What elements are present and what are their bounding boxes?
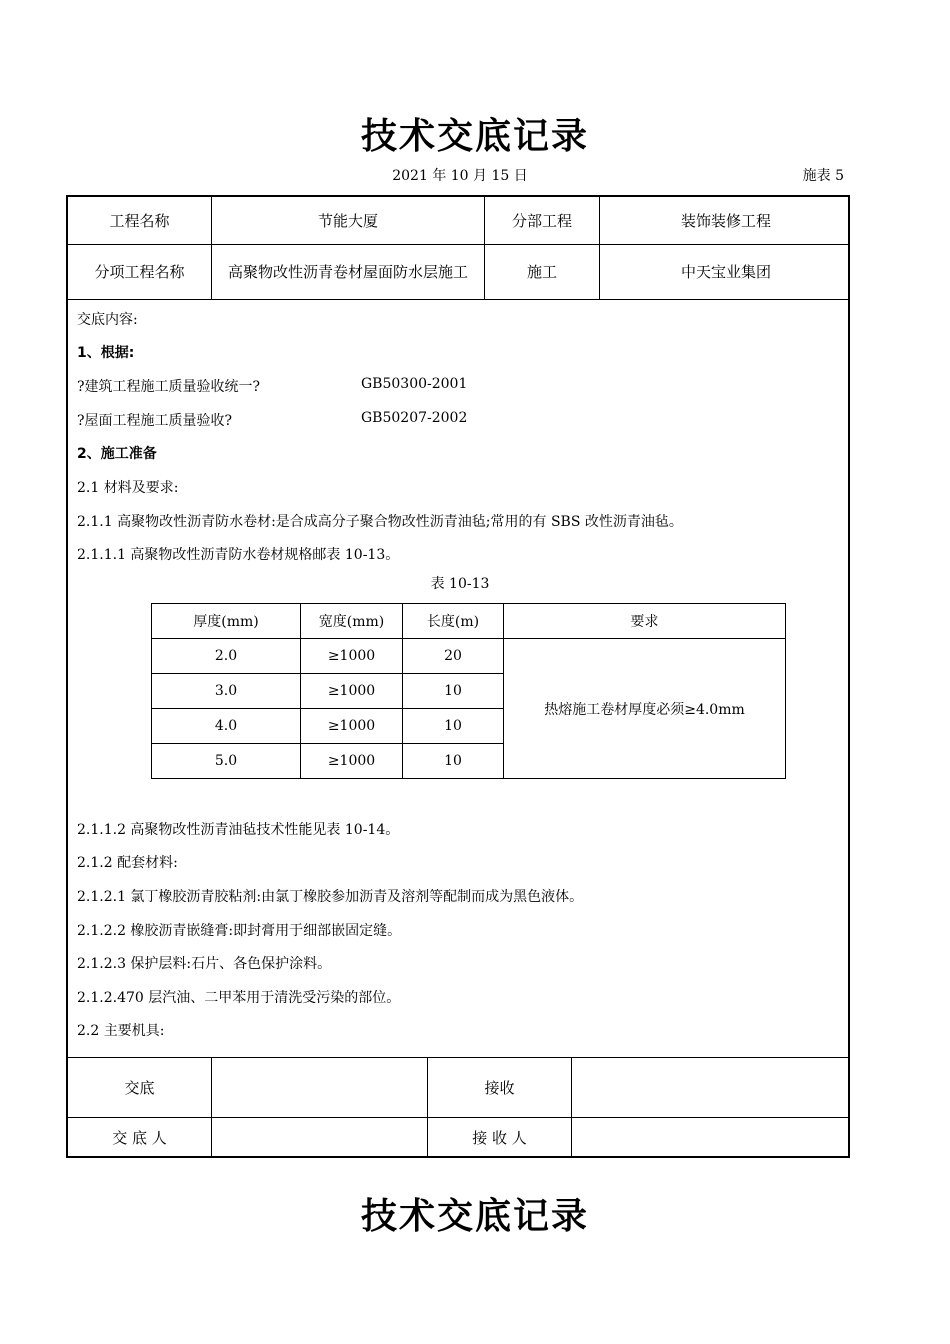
standard-2-code: GB50207-2002 [361,410,468,426]
length-cell: 10 [403,744,504,779]
spec-table [151,603,786,779]
table-caption: 表 10-13 [430,576,490,592]
header-thickness: 厚度(mm) [152,604,301,639]
line-2-1-2-2: 2.1.2.2 橡胶沥青嵌缝膏:即封膏用于细部嵌固定缝。 [77,923,402,939]
standard-1 [77,376,777,396]
record-form [66,195,850,1158]
width-cell: ≥1000 [301,674,403,709]
next-page-title: 技术交底记录 [360,1196,589,1237]
thickness-cell: 2.0 [152,639,301,674]
standard-2 [77,410,777,430]
table-header-row [152,604,786,639]
form-number: 施表 5 [802,168,844,184]
line-2-1-2: 2.1.2 配套材料: [77,855,178,871]
page-title: 技术交底记录 [360,116,589,157]
thickness-cell: 4.0 [152,709,301,744]
width-cell: ≥1000 [301,709,403,744]
receive-field[interactable] [572,1058,850,1117]
construction-value: 中天宝业集团 [680,263,771,281]
construction-label: 施工 [526,263,557,281]
section-preparation: 2、施工准备 [77,446,157,462]
content-intro: 交底内容: [77,312,138,328]
handover-person-label: 交 底 人 [112,1129,167,1147]
line-2-1-1-2: 2.1.1.2 高聚物改性沥青油毡技术性能见表 10-14。 [77,822,400,838]
handover-person-field[interactable] [212,1118,427,1158]
standard-2-name: ?屋面工程施工质量验收? [77,413,233,429]
thickness-cell: 3.0 [152,674,301,709]
line-2-1: 2.1 材料及要求: [77,480,179,496]
sub-project-value: 高聚物改性沥青卷材屋面防水层施工 [227,263,468,281]
width-cell: ≥1000 [301,639,403,674]
handover-label: 交底 [124,1078,155,1097]
line-2-1-2-1: 2.1.2.1 氯丁橡胶沥青胶粘剂:由氯丁橡胶参加沥青及溶剂等配制而成为黑色液体。 [77,889,584,905]
standard-1-name: ?建筑工程施工质量验收统一? [77,379,261,395]
receive-label: 接收 [484,1078,515,1097]
line-2-2: 2.2 主要机具: [77,1023,165,1039]
header-width: 宽度(mm) [301,604,403,639]
division-value: 装饰装修工程 [680,211,771,230]
receive-person-field[interactable] [572,1118,850,1158]
record-date: 2021 年 10 月 15 日 [392,168,528,184]
section-basis: 1、根据: [77,345,135,361]
division-label: 分部工程 [511,211,572,230]
project-name-label: 工程名称 [109,211,170,230]
length-cell: 20 [403,639,504,674]
header-length: 长度(m) [403,604,504,639]
project-name-value: 节能大厦 [317,211,378,230]
line-2-1-1: 2.1.1 高聚物改性沥青防水卷材:是合成高分子聚合物改性沥青油毡;常用的有 SBS 改性沥青油毡。 [77,514,683,530]
sub-project-label: 分项工程名称 [94,263,185,281]
width-cell: ≥1000 [301,744,403,779]
length-cell: 10 [403,709,504,744]
table-row [152,639,786,674]
line-2-1-2-3: 2.1.2.3 保护层料:石片、各色保护涂料。 [77,956,332,972]
receive-person-label: 接 收 人 [472,1129,527,1147]
length-cell: 10 [403,674,504,709]
handover-field[interactable] [212,1058,427,1117]
requirement-cell: 热熔施工卷材厚度必须≥4.0mm [504,639,786,779]
line-2-1-1-1: 2.1.1.1 高聚物改性沥青防水卷材规格邮表 10-13。 [77,547,400,563]
thickness-cell: 5.0 [152,744,301,779]
line-2-1-2-4: 2.1.2.470 层汽油、二甲苯用于清洗受污染的部位。 [77,990,401,1006]
standard-1-code: GB50300-2001 [361,376,468,392]
header-requirement: 要求 [504,604,786,639]
